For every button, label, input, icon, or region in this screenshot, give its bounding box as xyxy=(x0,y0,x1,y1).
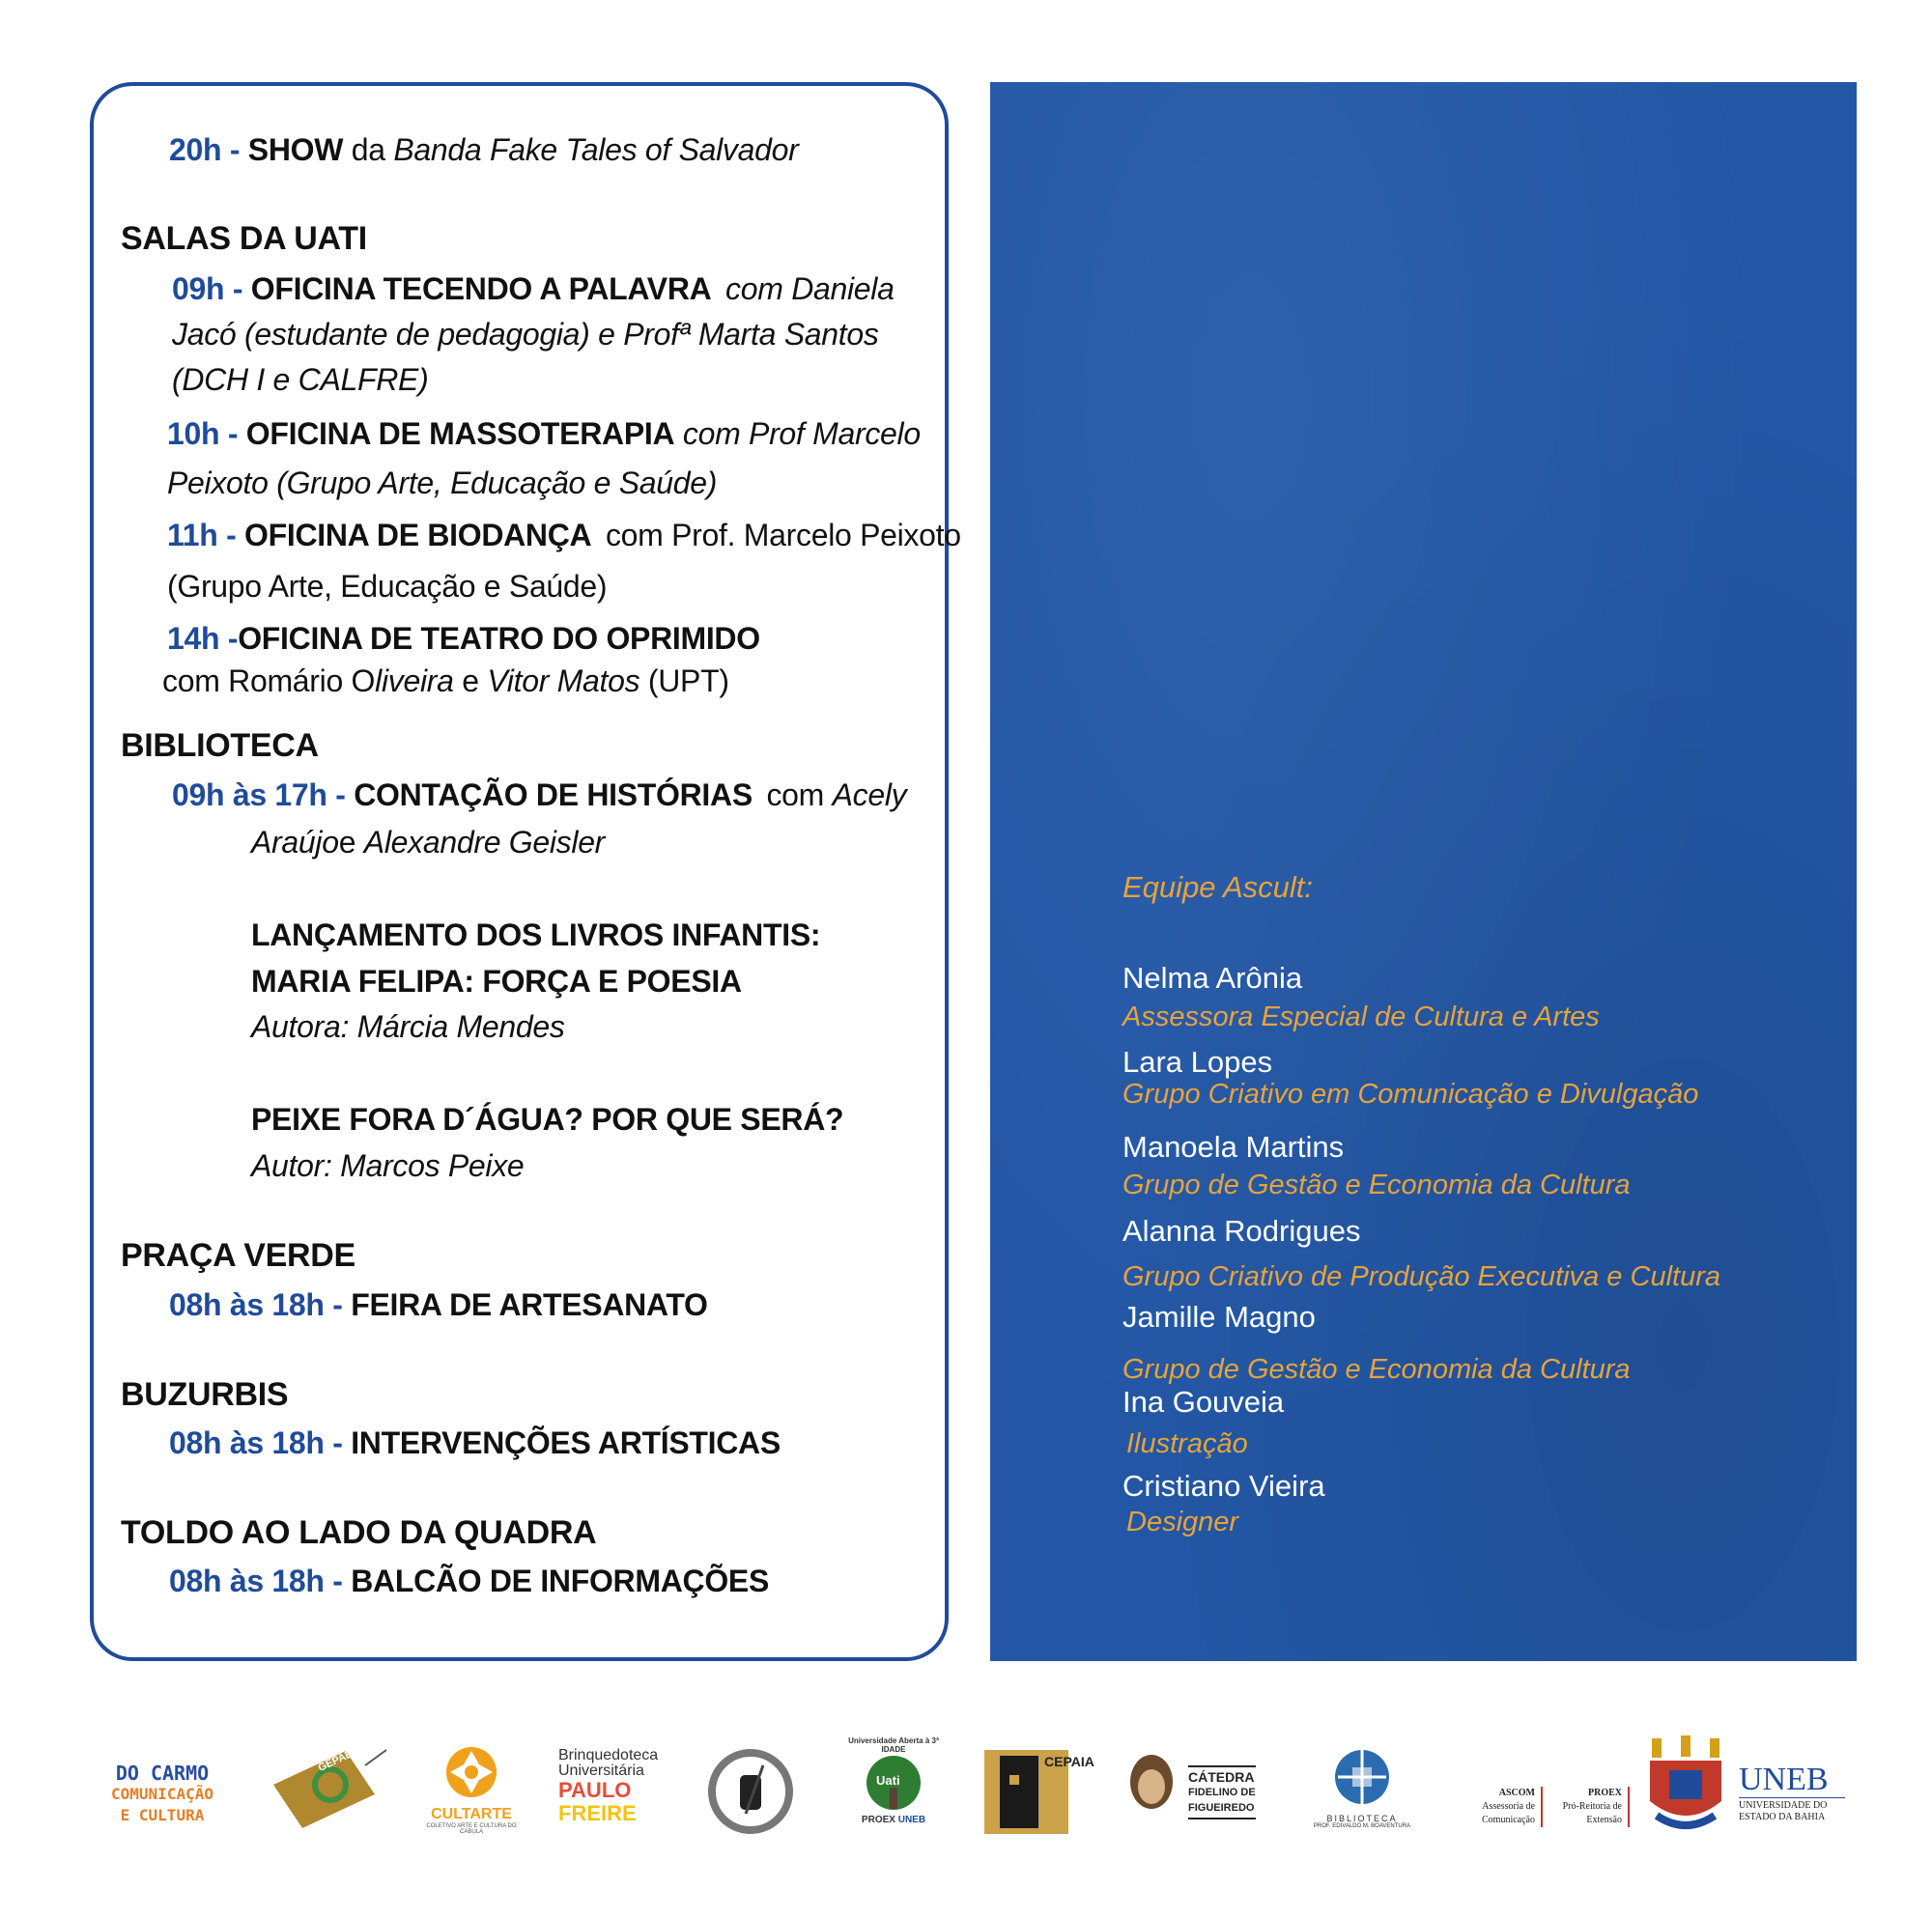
team-member-role: Grupo de Gestão e Economia da Cultura xyxy=(1122,1354,1631,1385)
salas-item3-line2: (Grupo Arte, Educação e Saúde) xyxy=(167,569,608,604)
brinquedoteca-logo: Brinquedoteca Universitária PAULO FREIRE xyxy=(558,1747,659,1825)
salas-item4-line2: com Romário Oliveira e Vitor Matos (UPT) xyxy=(162,663,729,698)
team-member-name: Cristiano Vieira xyxy=(1122,1469,1325,1503)
cultarte-emblem-icon xyxy=(442,1743,500,1801)
launch-author: Autora: Márcia Mendes xyxy=(251,1009,565,1044)
fist-emblem-logo xyxy=(705,1746,797,1838)
uati-logo: Universidade Aberta à 3ª IDADE PROEX UNEB Uati xyxy=(848,1736,939,1825)
toldo-heading: TOLDO AO LADO DA QUADRA xyxy=(121,1514,597,1551)
show-connector: da xyxy=(351,132,385,167)
salas-item1-line3: (DCH I e CALFRE) xyxy=(172,362,429,397)
salas-heading: SALAS DA UATI xyxy=(121,220,367,257)
book2-author: Autor: Marcos Peixe xyxy=(251,1148,525,1183)
gepaes-logo: GEPAES xyxy=(269,1746,389,1833)
team-member-role: Ilustração xyxy=(1126,1428,1248,1459)
team-member-role: Grupo Criativo de Produção Executiva e Cultura xyxy=(1122,1261,1720,1292)
team-member-name: Jamille Magno xyxy=(1122,1300,1316,1334)
team-member-role: Assessora Especial de Cultura e Artes xyxy=(1122,1001,1600,1032)
salas-item1: 09h - OFICINA TECENDO A PALAVRA com Daniela xyxy=(172,271,895,306)
show-title: SHOW xyxy=(247,132,344,167)
salas-item2-line2: Peixoto (Grupo Arte, Educação e Saúde) xyxy=(167,465,718,500)
team-member-name: Ina Gouveia xyxy=(1122,1385,1285,1419)
team-panel xyxy=(990,82,1857,1661)
uneb-wordmark: UNEB UNIVERSIDADE DO ESTADO DA BAHIA xyxy=(1739,1763,1845,1823)
buzurbis-item: 08h às 18h - INTERVENÇÕES ARTÍSTICAS xyxy=(169,1425,781,1460)
docarmo-logo: DO CARMO COMUNICAÇÃO E CULTURA xyxy=(111,1762,213,1824)
ascom-logo: ASCOM Assessoria de Comunicação xyxy=(1454,1787,1543,1827)
team-member-role: Grupo Criativo em Comunicação e Divulgação xyxy=(1122,1079,1699,1110)
team-member-name: Nelma Arônia xyxy=(1122,961,1303,995)
team-member-role: Designer xyxy=(1126,1507,1239,1537)
team-member-name: Lara Lopes xyxy=(1122,1045,1273,1079)
toldo-item: 08h às 18h - BALCÃO DE INFORMAÇÕES xyxy=(169,1564,770,1598)
portrait-icon xyxy=(1122,1748,1180,1830)
globe-icon xyxy=(1328,1746,1396,1809)
raised-fist-icon xyxy=(705,1746,797,1838)
salas-item4: 14h -OFICINA DE TEATRO DO OPRIMIDO xyxy=(167,621,760,656)
team-member-name: Alanna Rodrigues xyxy=(1122,1214,1361,1248)
show-detail: Banda Fake Tales of Salvador xyxy=(393,132,799,167)
biblioteca-logo: BIBLIOTECA PROF. EDIVALDO M. BOAVENTURA xyxy=(1299,1746,1425,1829)
team-label: Equipe Ascult: xyxy=(1122,870,1314,904)
launch-line2: MARIA FELIPA: FORÇA E POESIA xyxy=(251,964,742,999)
uneb-crest-logo xyxy=(1642,1734,1729,1840)
university-crest-icon xyxy=(1642,1734,1729,1840)
proex-logo: PROEX Pró-Reitoria de Extensão xyxy=(1541,1787,1630,1827)
cepaia-logo: CEPAIA xyxy=(980,1746,1072,1838)
cultarte-logo: CULTARTE COLETIVO ARTE E CULTURA DO CABULA xyxy=(423,1743,520,1835)
launch-line1: LANÇAMENTO DOS LIVROS INFANTIS: xyxy=(251,917,821,952)
salas-item3: 11h - OFICINA DE BIODANÇA com Prof. Marcelo Peixoto xyxy=(167,518,961,552)
show-time: 20h - xyxy=(169,132,241,167)
book2-title: PEIXE FORA D´ÁGUA? POR QUE SERÁ? xyxy=(251,1102,844,1137)
team-member-name: Manoela Martins xyxy=(1122,1130,1345,1164)
biblioteca-contacao: 09h às 17h - CONTAÇÃO DE HISTÓRIAS com Acely xyxy=(172,777,907,812)
show-line xyxy=(169,130,798,169)
biblioteca-heading: BIBLIOTECA xyxy=(121,727,319,764)
salas-item2: 10h - OFICINA DE MASSOTERAPIA com Prof Marcelo xyxy=(167,416,921,451)
buzurbis-heading: BUZURBIS xyxy=(121,1376,289,1413)
salas-item1-line2: Jacó (estudante de pedagogia) e Profª Marta Santos xyxy=(172,317,879,352)
praca-item: 08h às 18h - FEIRA DE ARTESANATO xyxy=(169,1287,708,1322)
team-member-role: Grupo de Gestão e Economia da Cultura xyxy=(1122,1170,1631,1200)
biblioteca-contacao-line2: Araújoe Alexandre Geisler xyxy=(251,825,606,860)
praca-heading: PRAÇA VERDE xyxy=(121,1237,355,1274)
